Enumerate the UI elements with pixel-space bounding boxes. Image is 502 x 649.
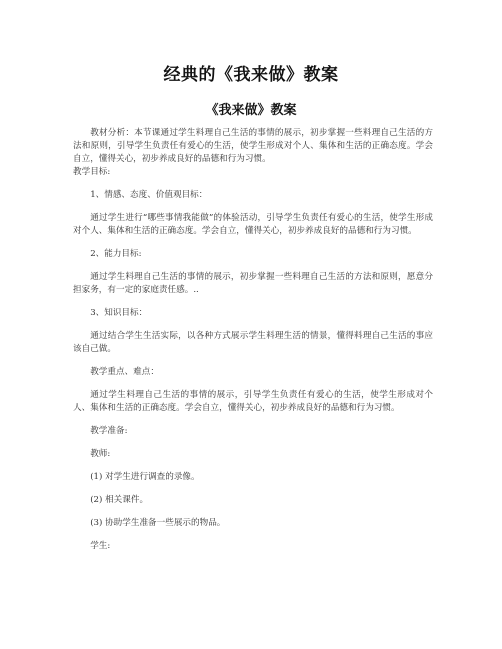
heading-preparation: 教学准备: [90, 426, 128, 436]
document-title: 经典的《我来做》教案 [163, 65, 339, 85]
heading-emotion-goal: 1、情感、态度、价值观目标： [90, 190, 208, 200]
heading-teacher: 教师: [90, 449, 111, 459]
list-item-teacher-1: (1) 对学生进行调查的录像。 [90, 472, 200, 482]
paragraph-material-analysis: 教材分析：本节课通过学生料理自己生活的事情的展示，初步掌握一些料理自己生活的方法和原则，引导学生负责任有爱心的生活，使学生形成对个人、集体和生活的正确态度。学会自立，懂得关心，初步养成良好的品德和行为习惯。 [73, 128, 433, 164]
heading-teaching-goals: 教学目标: [73, 167, 111, 177]
document-body [73, 127, 433, 553]
heading-knowledge-goal: 3、知识目标： [90, 308, 148, 318]
paragraph-key-points: 通过学生料理自己生活的事情的展示，引导学生负责任有爱心的生活，使学生形成对个人、集体和生活的正确态度。学会自立，懂得关心，初步养成良好的品德和行为习惯。 [73, 390, 433, 413]
paragraph-ability-goal: 通过学生料理自己生活的事情的展示，初步掌握一些料理自己生活的方法和原则，愿意分担家务，有一定的家庭责任感。.. [73, 272, 433, 295]
paragraph-knowledge-goal: 通过结合学生生活实际，以各种方式展示学生料理生活的情景，懂得料理自己生活的事应该自己做。 [73, 331, 433, 354]
document-subtitle: 《我来做》教案 [205, 103, 297, 118]
heading-key-points: 教学重点、难点： [90, 367, 159, 377]
paragraph-emotion-goal: 通过学生进行“哪些事情我能做”的体验活动，引导学生负责任有爱心的生活，使学生形成对个人、集体和生活的正确态度。学会自立，懂得关心，初步养成良好的品德和行为习惯。 [73, 213, 433, 236]
list-item-teacher-2: (2) 相关课件。 [90, 495, 149, 505]
heading-ability-goal: 2、能力目标: [90, 249, 142, 259]
heading-student: 学生: [90, 541, 111, 551]
list-item-teacher-3: (3) 协助学生准备一些展示的物品。 [90, 518, 226, 528]
